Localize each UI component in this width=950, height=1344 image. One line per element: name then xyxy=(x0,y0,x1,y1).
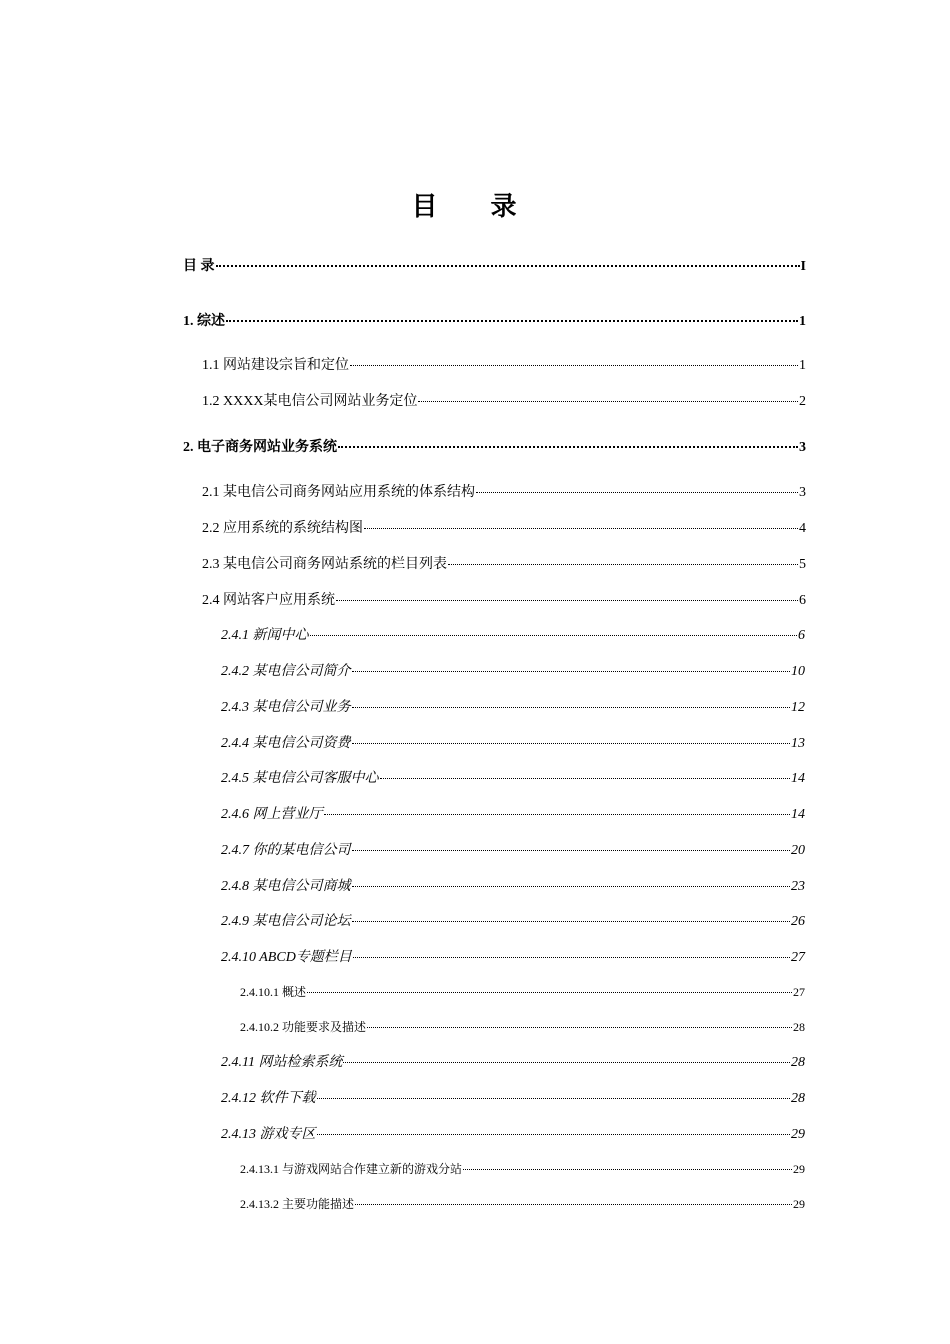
toc-entry[interactable] xyxy=(221,839,805,859)
toc-leader xyxy=(448,564,798,565)
toc-page-number: 5 xyxy=(799,557,806,572)
toc-leader xyxy=(352,707,791,708)
toc-leader xyxy=(324,814,791,815)
toc-entry-label: 2.4.1 新闻中心 xyxy=(221,628,309,643)
toc-page-number: 6 xyxy=(799,593,806,608)
toc-entry-label: 2.4.11 网站检索系统 xyxy=(221,1055,343,1070)
toc-entry-label: 2.4.10.1 概述 xyxy=(240,985,307,999)
toc-page-number: 12 xyxy=(791,700,805,715)
toc-entry-label: 2.4.7 你的某电信公司 xyxy=(221,843,351,858)
toc-page-number: 3 xyxy=(799,440,806,455)
toc-entry-label: 2.4.9 某电信公司论坛 xyxy=(221,914,351,929)
toc-page-number: 27 xyxy=(791,950,805,965)
toc-entry-label: 2.4.6 网上营业厅 xyxy=(221,807,323,822)
toc-entry[interactable] xyxy=(221,660,805,680)
toc-entry[interactable] xyxy=(221,696,805,716)
toc-entry[interactable] xyxy=(221,803,805,823)
toc-page-number: 20 xyxy=(791,843,805,858)
toc-entry[interactable] xyxy=(202,481,806,501)
toc-leader xyxy=(338,446,798,448)
toc-page-number: 29 xyxy=(793,1162,805,1176)
toc-entry-label: 2.4.8 某电信公司商城 xyxy=(221,879,351,894)
toc-page-number: 1 xyxy=(799,358,806,373)
toc-entry-label: 2.4.13 游戏专区 xyxy=(221,1127,316,1142)
toc-leader xyxy=(216,265,800,267)
toc-page-number: 28 xyxy=(793,1020,805,1034)
toc-page-number: 28 xyxy=(791,1055,805,1070)
toc-page-number: 3 xyxy=(799,485,806,500)
toc-entry-label: 2. 电子商务网站业务系统 xyxy=(183,440,337,455)
toc-entry[interactable] xyxy=(221,732,805,752)
toc-leader xyxy=(317,1134,791,1135)
toc-page-number: 4 xyxy=(799,521,806,536)
toc-leader xyxy=(364,528,798,529)
toc-entry[interactable] xyxy=(240,983,805,1000)
toc-leader xyxy=(343,1062,790,1063)
toc-page-number: 28 xyxy=(791,1091,805,1106)
toc-entry-label: 1.1 网站建设宗旨和定位 xyxy=(202,358,349,373)
toc-page-number: 1 xyxy=(799,314,806,329)
toc-entry[interactable] xyxy=(202,517,806,537)
toc-page-number: 2 xyxy=(799,394,806,409)
toc-page-number: 29 xyxy=(793,1197,805,1211)
toc-leader xyxy=(352,671,791,672)
toc-entry[interactable] xyxy=(221,946,805,966)
toc-leader xyxy=(307,992,792,993)
toc-entry[interactable] xyxy=(221,910,805,930)
toc-leader xyxy=(367,1027,792,1028)
toc-entry[interactable] xyxy=(183,310,806,330)
toc-entry[interactable] xyxy=(183,436,806,456)
toc-entry-label: 2.4 网站客户应用系统 xyxy=(202,593,335,608)
toc-entry-label: 2.4.12 软件下载 xyxy=(221,1091,316,1106)
toc-entry-label: 2.4.13.1 与游戏网站合作建立新的游戏分站 xyxy=(240,1162,463,1176)
toc-leader xyxy=(352,886,791,887)
toc-leader xyxy=(463,1169,792,1170)
toc-entry-label: 2.4.2 某电信公司简介 xyxy=(221,664,351,679)
toc-entry[interactable] xyxy=(240,1195,805,1212)
toc-entry[interactable] xyxy=(202,390,806,410)
toc-page-number: I xyxy=(800,259,806,274)
toc-leader xyxy=(380,778,791,779)
toc-entry[interactable] xyxy=(240,1018,805,1035)
toc-entry[interactable] xyxy=(221,624,805,644)
toc-entry-label: 2.4.10 ABCD专题栏目 xyxy=(221,950,352,965)
toc-entry[interactable] xyxy=(221,875,805,895)
toc-entry[interactable] xyxy=(240,1160,805,1177)
toc-page-number: 14 xyxy=(791,771,805,786)
toc-entry-label: 2.4.10.2 功能要求及描述 xyxy=(240,1020,367,1034)
toc-leader xyxy=(418,401,798,402)
toc-leader xyxy=(310,635,798,636)
toc-entry[interactable] xyxy=(221,1123,805,1143)
toc-entry-label: 目 录 xyxy=(183,259,215,274)
toc-page-number: 14 xyxy=(791,807,805,822)
toc-page-number: 10 xyxy=(791,664,805,679)
toc-leader xyxy=(353,957,790,958)
toc-leader xyxy=(317,1098,791,1099)
toc-leader xyxy=(226,320,798,322)
toc-leader xyxy=(476,492,798,493)
toc-entry[interactable] xyxy=(202,354,806,374)
toc-leader xyxy=(355,1204,792,1205)
toc-page-number: 6 xyxy=(798,628,805,643)
toc-entry-label: 2.4.13.2 主要功能描述 xyxy=(240,1197,355,1211)
toc-entry-label: 2.2 应用系统的系统结构图 xyxy=(202,521,363,536)
toc-entry[interactable] xyxy=(202,553,806,573)
toc-page-number: 27 xyxy=(793,985,805,999)
toc-entry-label: 1. 综述 xyxy=(183,314,225,329)
toc-entry[interactable] xyxy=(202,589,806,609)
toc-leader xyxy=(336,600,798,601)
toc-page-number: 13 xyxy=(791,736,805,751)
toc-entry-label: 2.4.3 某电信公司业务 xyxy=(221,700,351,715)
toc-page-number: 26 xyxy=(791,914,805,929)
toc-leader xyxy=(352,921,791,922)
page-title: 目 录 xyxy=(411,192,539,222)
toc-entry[interactable] xyxy=(221,1087,805,1107)
toc-page-number: 23 xyxy=(791,879,805,894)
toc-leader xyxy=(350,365,798,366)
toc-entry-label: 1.2 XXXX某电信公司网站业务定位 xyxy=(202,394,418,409)
toc-entry[interactable] xyxy=(221,1051,805,1071)
toc-entry[interactable] xyxy=(221,767,805,787)
toc-leader xyxy=(352,850,791,851)
toc-entry-label: 2.1 某电信公司商务网站应用系统的体系结构 xyxy=(202,485,475,500)
toc-entry[interactable] xyxy=(183,255,806,275)
toc-entry-label: 2.3 某电信公司商务网站系统的栏目列表 xyxy=(202,557,447,572)
toc-entry-label: 2.4.5 某电信公司客服中心 xyxy=(221,771,379,786)
toc-leader xyxy=(352,743,791,744)
toc-page-number: 29 xyxy=(791,1127,805,1142)
toc-entry-label: 2.4.4 某电信公司资费 xyxy=(221,736,351,751)
